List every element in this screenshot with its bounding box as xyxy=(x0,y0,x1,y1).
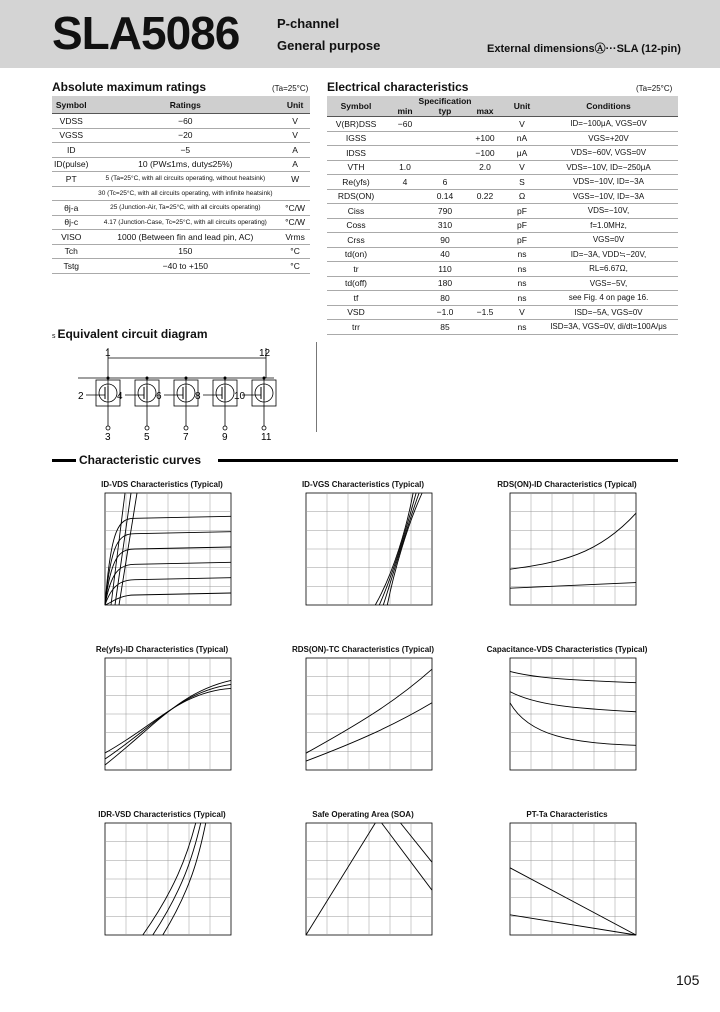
abs-symbol: ID xyxy=(52,143,90,158)
elec-row xyxy=(327,131,678,146)
elec-max xyxy=(465,320,505,335)
elec-min xyxy=(385,276,425,291)
elec-row xyxy=(327,218,678,233)
equivalent-circuit-diagram xyxy=(60,344,290,444)
chart-title: PT-Ta Characteristics xyxy=(526,810,608,819)
elec-typ: 80 xyxy=(425,291,465,306)
abs-symbol: PT xyxy=(52,172,90,187)
part-number: SLA5086 xyxy=(52,7,240,59)
abs-rating: 1000 (Between fin and lead pin, AC) xyxy=(90,230,280,245)
elec-unit: ns xyxy=(505,276,539,291)
mosfet-symbol xyxy=(86,377,120,431)
abs-unit: V xyxy=(280,128,310,143)
column-divider xyxy=(316,342,317,432)
chart-plot xyxy=(509,657,637,771)
abs-title: Absolute maximum ratings xyxy=(52,80,207,94)
chart-title: RDS(ON)-TC Characteristics (Typical) xyxy=(291,645,435,654)
elec-header-conditions: Conditions xyxy=(539,96,678,117)
elec-unit: ns xyxy=(505,262,539,277)
chart-plot xyxy=(305,492,433,606)
curves-bar-left xyxy=(52,459,76,462)
elec-symbol: tf xyxy=(327,291,385,306)
elec-symbol: VSD xyxy=(327,305,385,320)
gate-pin-label: 4 xyxy=(117,391,123,402)
page-number: 105 xyxy=(676,972,700,988)
abs-unit: °C xyxy=(280,244,310,259)
mosfet-symbol xyxy=(203,377,237,431)
chart-plot xyxy=(305,657,433,771)
elec-symbol: trr xyxy=(327,320,385,335)
gate-pin-label: 6 xyxy=(156,391,162,402)
chart-plot xyxy=(305,822,433,936)
elec-symbol: Coss xyxy=(327,218,385,233)
chart-plot xyxy=(104,657,232,771)
elec-min xyxy=(385,247,425,262)
elec-max xyxy=(465,117,505,132)
source-pin-label: 3 xyxy=(105,432,111,443)
curves-title: Characteristic curves xyxy=(79,453,202,467)
equiv-circuit-title: s Equivalent circuit diagram xyxy=(52,327,208,341)
elec-max xyxy=(465,233,505,248)
source-pin-label: 7 xyxy=(183,432,189,443)
chart-title: Re(yfs)-ID Characteristics (Typical) xyxy=(95,645,229,654)
elec-max xyxy=(465,262,505,277)
elec-conditions: VDS=−10V, xyxy=(539,204,678,219)
elec-conditions: f=1.0MHz, xyxy=(539,218,678,233)
abs-symbol: VISO xyxy=(52,230,90,245)
abs-unit: V xyxy=(280,114,310,129)
elec-min xyxy=(385,233,425,248)
elec-symbol: Re(yfs) xyxy=(327,175,385,190)
elec-typ: 85 xyxy=(425,320,465,335)
mosfet-symbol xyxy=(125,377,159,431)
elec-row xyxy=(327,204,678,219)
elec-max: −100 xyxy=(465,146,505,161)
chart-plot xyxy=(104,492,232,606)
elec-typ xyxy=(425,117,465,132)
abs-row xyxy=(52,201,310,216)
elec-min xyxy=(385,305,425,320)
abs-row xyxy=(52,172,310,187)
elec-max xyxy=(465,291,505,306)
elec-row xyxy=(327,262,678,277)
abs-rating: 30 (Tc=25°C, with all circuits operating, with infinite heatsink) xyxy=(90,186,280,201)
elec-min: 1.0 xyxy=(385,160,425,175)
elec-symbol: IGSS xyxy=(327,131,385,146)
elec-max xyxy=(465,204,505,219)
abs-max-ratings-table xyxy=(52,96,310,274)
source-pin-label: 9 xyxy=(222,432,228,443)
abs-row xyxy=(52,215,310,230)
external-dimensions: External dimensionsⒶ···SLA (12-pin) xyxy=(487,43,681,55)
abs-header-symbol: Symbol xyxy=(52,96,90,114)
elec-conditions: VGS=−10V, ID=−3A xyxy=(539,189,678,204)
abs-unit: °C xyxy=(280,259,310,274)
elec-row xyxy=(327,291,678,306)
header-purpose: General purpose xyxy=(277,38,381,53)
elec-conditions: VDS=−10V, ID=−250μA xyxy=(539,160,678,175)
abs-rating: −60 xyxy=(90,114,280,129)
chart-plot xyxy=(509,492,637,606)
source-pin-label: 11 xyxy=(261,432,272,443)
abs-rating: 150 xyxy=(90,244,280,259)
header-channel: P-channel xyxy=(277,16,340,31)
chart-title: Capacitance-VDS Characteristics (Typical) xyxy=(486,645,648,654)
gate-pin-label: 10 xyxy=(234,391,246,402)
elec-row xyxy=(327,247,678,262)
elec-conditions: ID=−3A, VDD≒−20V, xyxy=(539,247,678,262)
elec-row xyxy=(327,175,678,190)
elec-header-typ: typ xyxy=(425,106,465,117)
elec-typ xyxy=(425,146,465,161)
chart-plot xyxy=(509,822,637,936)
elec-unit: ns xyxy=(505,320,539,335)
elec-row xyxy=(327,189,678,204)
gate-pin-label: 2 xyxy=(78,391,84,402)
elec-max: 0.22 xyxy=(465,189,505,204)
mosfet-symbol xyxy=(164,377,198,431)
elec-max xyxy=(465,175,505,190)
abs-symbol: VGSS xyxy=(52,128,90,143)
abs-rating: 4.17 (Junction-Case, Tc=25°C, with all circuits operating) xyxy=(90,215,280,230)
chart-title: IDR-VSD Characteristics (Typical) xyxy=(98,810,226,819)
elec-conditions: see Fig. 4 on page 16. xyxy=(539,291,678,306)
curves-bar-right xyxy=(218,459,678,462)
abs-row xyxy=(52,157,310,172)
elec-typ: 310 xyxy=(425,218,465,233)
elec-symbol: td(on) xyxy=(327,247,385,262)
electrical-characteristics-table xyxy=(327,96,678,335)
abs-rating: 25 (Junction-Air, Ta=25°C, with all circuits operating) xyxy=(90,201,280,216)
abs-rating: 5 (Ta=25°C, with all circuits operating, without heatsink) xyxy=(90,172,280,187)
abs-condition: (Ta=25°C) xyxy=(272,84,309,93)
elec-typ: 180 xyxy=(425,276,465,291)
elec-symbol: VTH xyxy=(327,160,385,175)
chart-plot xyxy=(104,822,232,936)
abs-symbol: ID(pulse) xyxy=(52,157,90,172)
abs-unit: °C/W xyxy=(280,215,310,230)
pin-1-label: 1 xyxy=(105,348,111,359)
abs-symbol: θj-c xyxy=(52,215,90,230)
abs-row xyxy=(52,128,310,143)
elec-conditions: VGS=−5V, xyxy=(539,276,678,291)
abs-unit xyxy=(280,186,310,201)
abs-symbol: Tstg xyxy=(52,259,90,274)
abs-symbol: θj-a xyxy=(52,201,90,216)
abs-row xyxy=(52,143,310,158)
elec-row xyxy=(327,117,678,132)
elec-conditions: ISD=3A, VGS=0V, di/dt=100A/μs xyxy=(539,320,678,335)
elec-header-specification: Specification xyxy=(385,96,505,106)
pin-12-label: 12 xyxy=(259,348,271,359)
abs-row xyxy=(52,259,310,274)
abs-unit: Vrms xyxy=(280,230,310,245)
abs-row xyxy=(52,186,310,201)
chart-title: RDS(ON)-ID Characteristics (Typical) xyxy=(497,480,637,489)
elec-max xyxy=(465,218,505,233)
elec-unit: V xyxy=(505,160,539,175)
elec-typ: 90 xyxy=(425,233,465,248)
elec-typ xyxy=(425,160,465,175)
abs-symbol: VDSS xyxy=(52,114,90,129)
elec-min xyxy=(385,131,425,146)
chart-title: ID-VGS Characteristics (Typical) xyxy=(301,480,425,489)
elec-row xyxy=(327,146,678,161)
elec-unit: Ω xyxy=(505,189,539,204)
elec-header-min: min xyxy=(385,106,425,117)
elec-typ: −1.0 xyxy=(425,305,465,320)
abs-header-unit: Unit xyxy=(280,96,310,114)
abs-unit: °C/W xyxy=(280,201,310,216)
chart-title: Safe Operating Area (SOA) xyxy=(312,810,414,819)
source-pin-label: 5 xyxy=(144,432,150,443)
elec-conditions: VGS=+20V xyxy=(539,131,678,146)
elec-row xyxy=(327,276,678,291)
abs-rating: −5 xyxy=(90,143,280,158)
abs-unit: W xyxy=(280,172,310,187)
elec-row xyxy=(327,160,678,175)
elec-typ: 790 xyxy=(425,204,465,219)
mosfet-symbol xyxy=(242,377,276,431)
elec-unit: S xyxy=(505,175,539,190)
elec-min xyxy=(385,146,425,161)
elec-unit: V xyxy=(505,305,539,320)
elec-max xyxy=(465,276,505,291)
elec-symbol: Crss xyxy=(327,233,385,248)
abs-row xyxy=(52,244,310,259)
abs-header-ratings: Ratings xyxy=(90,96,280,114)
elec-min xyxy=(385,204,425,219)
elec-max: −1.5 xyxy=(465,305,505,320)
elec-header-symbol: Symbol xyxy=(327,96,385,117)
abs-row xyxy=(52,114,310,129)
abs-rating: −20 xyxy=(90,128,280,143)
elec-unit: ns xyxy=(505,291,539,306)
elec-unit: ns xyxy=(505,247,539,262)
elec-min xyxy=(385,320,425,335)
elec-conditions: ISD=−5A, VGS=0V xyxy=(539,305,678,320)
elec-conditions: RL=6.67Ω, xyxy=(539,262,678,277)
abs-row xyxy=(52,230,310,245)
elec-conditions: VDS=−10V, ID=−3A xyxy=(539,175,678,190)
elec-unit: pF xyxy=(505,233,539,248)
elec-symbol: td(off) xyxy=(327,276,385,291)
elec-typ: 0.14 xyxy=(425,189,465,204)
elec-title: Electrical characteristics xyxy=(327,80,469,94)
elec-max: 2.0 xyxy=(465,160,505,175)
elec-row xyxy=(327,233,678,248)
elec-row xyxy=(327,320,678,335)
elec-unit: μA xyxy=(505,146,539,161)
elec-max xyxy=(465,247,505,262)
elec-unit: pF xyxy=(505,204,539,219)
elec-min xyxy=(385,262,425,277)
elec-min xyxy=(385,189,425,204)
elec-symbol: V(BR)DSS xyxy=(327,117,385,132)
abs-unit: A xyxy=(280,157,310,172)
chart-title: ID-VDS Characteristics (Typical) xyxy=(101,480,223,489)
elec-symbol: tr xyxy=(327,262,385,277)
abs-unit: A xyxy=(280,143,310,158)
elec-condition: (Ta=25°C) xyxy=(636,84,673,93)
elec-symbol: IDSS xyxy=(327,146,385,161)
elec-min: 4 xyxy=(385,175,425,190)
elec-unit: V xyxy=(505,117,539,132)
elec-symbol: RDS(ON) xyxy=(327,189,385,204)
abs-rating: 10 (PW≤1ms, duty≤25%) xyxy=(90,157,280,172)
elec-max: +100 xyxy=(465,131,505,146)
elec-conditions: ID=−100μA, VGS=0V xyxy=(539,117,678,132)
elec-unit: nA xyxy=(505,131,539,146)
abs-symbol: Tch xyxy=(52,244,90,259)
elec-row xyxy=(327,305,678,320)
elec-symbol: Ciss xyxy=(327,204,385,219)
elec-min: −60 xyxy=(385,117,425,132)
elec-header-max: max xyxy=(465,106,505,117)
elec-header-unit: Unit xyxy=(505,96,539,117)
abs-symbol xyxy=(52,186,90,201)
elec-min xyxy=(385,218,425,233)
elec-min xyxy=(385,291,425,306)
elec-typ: 110 xyxy=(425,262,465,277)
elec-conditions: VDS=−60V, VGS=0V xyxy=(539,146,678,161)
elec-typ xyxy=(425,131,465,146)
elec-typ: 6 xyxy=(425,175,465,190)
abs-rating: −40 to +150 xyxy=(90,259,280,274)
elec-typ: 40 xyxy=(425,247,465,262)
elec-unit: pF xyxy=(505,218,539,233)
gate-pin-label: 8 xyxy=(195,391,201,402)
elec-conditions: VGS=0V xyxy=(539,233,678,248)
